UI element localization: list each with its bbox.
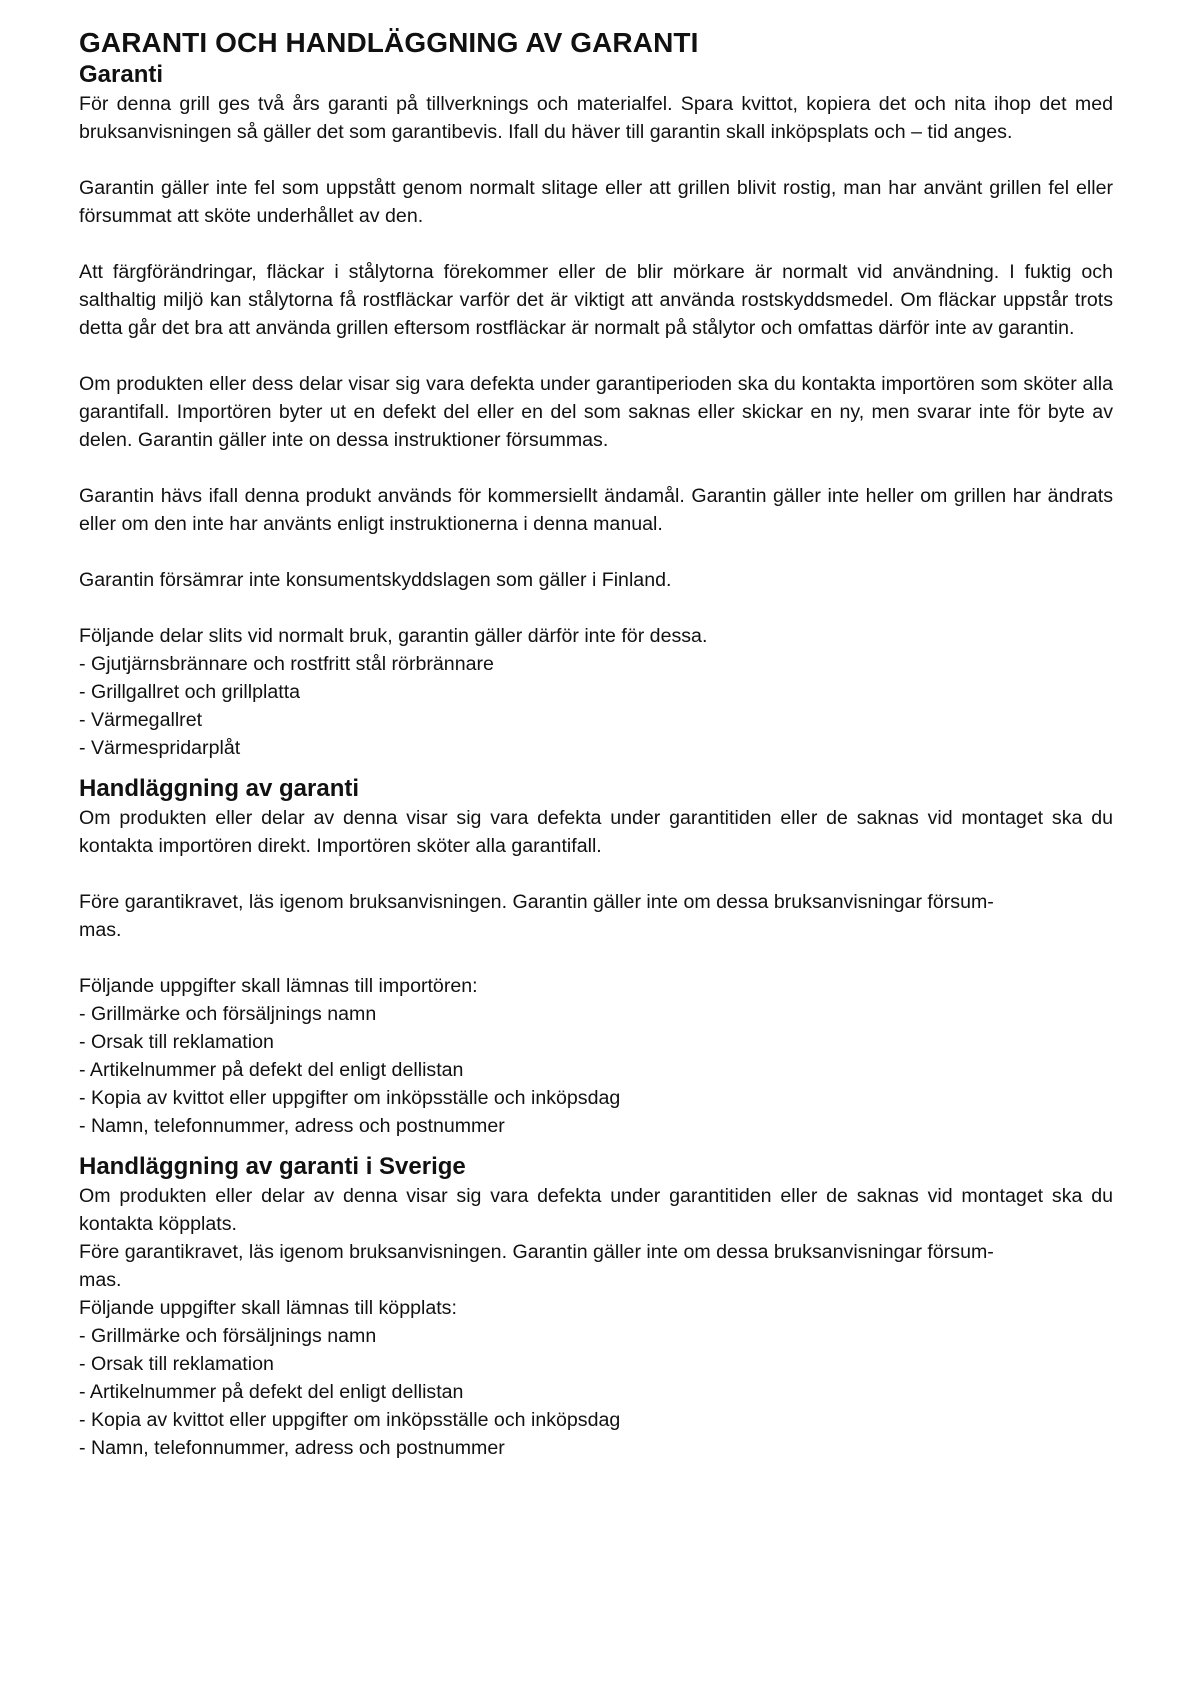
sverige-list <box>79 1322 1113 1462</box>
garanti-paragraph-2: Garantin gäller inte fel som uppstått genom normalt slitage eller att grillen blivit rostig, man har använt grillen fel eller försummat att sköte underhållet av den. <box>79 177 1113 227</box>
document-page <box>79 26 1113 1462</box>
list-item: - Grillmärke och försäljnings namn <box>79 1325 377 1347</box>
handlaggning-paragraph-2-line-1: Före garantikravet, läs igenom bruksanvisningen. Garantin gäller inte om dessa bruksanvisningar försum- <box>79 891 994 913</box>
list-item: - Artikelnummer på defekt del enligt dellistan <box>79 1059 464 1081</box>
garanti-paragraph-4: Om produkten eller dess delar visar sig vara defekta under garantiperioden ska du kontakta importören som sköter alla garantifall. Importören byter ut en defekt del eller en del som saknas eller skickar en ny, men svarar inte för byte av delen. Garantin gäller inte on dessa instruktioner försummas. <box>79 373 1113 451</box>
list-item: - Kopia av kvittot eller uppgifter om inköpsställe och inköpsdag <box>79 1087 621 1109</box>
sverige-paragraph-1: Om produkten eller delar av denna visar sig vara defekta under garantitiden eller de saknas vid montaget ska du kontakta köpplats. <box>79 1185 1113 1235</box>
list-item: - Orsak till reklamation <box>79 1353 274 1375</box>
section-heading-garanti: Garanti <box>79 61 164 88</box>
list-item: - Orsak till reklamation <box>79 1031 274 1053</box>
garanti-paragraph-3: Att färgförändringar, fläckar i stålytorna förekommer eller de blir mörkare är normalt vid användning. I fuktig och salthaltig miljö kan stålytorna få rostfläckar varför det är viktigt att använda rostskyddsmedel. Om fläckar uppstår trots detta går det bra att använda grillen eftersom rostfläckar är normalt på stålytor och omfattas därför inte av garantin. <box>79 261 1113 339</box>
list-item: - Artikelnummer på defekt del enligt dellistan <box>79 1381 464 1403</box>
list-item: - Grillgallret och grillplatta <box>79 681 301 703</box>
garanti-paragraph-1: För denna grill ges två års garanti på tillverknings och materialfel. Spara kvittot, kopiera det och nita ihop det med bruksanvisningen så gäller det som garantibevis. Ifall du häver till garantin skall inköpsplats och – tid anges. <box>79 93 1113 143</box>
wear-parts-intro: Följande delar slits vid normalt bruk, garantin gäller därför inte för dessa. <box>79 625 708 647</box>
section-sverige <box>79 1152 1113 1462</box>
section-garanti <box>79 60 1113 762</box>
handlaggning-paragraph-2-line-2: mas. <box>79 919 122 941</box>
wear-parts-list <box>79 650 1113 762</box>
handlaggning-list-intro: Följande uppgifter skall lämnas till importören: <box>79 975 478 997</box>
list-item: - Kopia av kvittot eller uppgifter om inköpsställe och inköpsdag <box>79 1409 621 1431</box>
sverige-list-intro: Följande uppgifter skall lämnas till köpplats: <box>79 1297 457 1319</box>
list-item: - Namn, telefonnummer, adress och postnummer <box>79 1115 505 1137</box>
garanti-paragraph-5: Garantin hävs ifall denna produkt används för kommersiellt ändamål. Garantin gäller inte heller om grillen har ändrats eller om den inte har använts enligt instruktionerna i denna manual. <box>79 485 1113 535</box>
section-heading-handlaggning: Handläggning av garanti <box>79 775 360 802</box>
list-item: - Grillmärke och försäljnings namn <box>79 1003 377 1025</box>
section-handlaggning <box>79 774 1113 1140</box>
handlaggning-paragraph-1: Om produkten eller delar av denna visar sig vara defekta under garantitiden eller de saknas vid montaget ska du kontakta importören direkt. Importören sköter alla garantifall. <box>79 807 1113 857</box>
sverige-paragraph-2-line-1: Före garantikravet, läs igenom bruksanvisningen. Garantin gäller inte om dessa bruksanvisningar försum- <box>79 1241 994 1263</box>
sverige-paragraph-2-line-2: mas. <box>79 1269 122 1291</box>
page-title: GARANTI OCH HANDLÄGGNING AV GARANTI <box>79 27 699 58</box>
list-item: - Värmespridarplåt <box>79 737 241 759</box>
list-item: - Namn, telefonnummer, adress och postnummer <box>79 1437 505 1459</box>
garanti-paragraph-6: Garantin försämrar inte konsumentskyddslagen som gäller i Finland. <box>79 569 672 591</box>
list-item: - Gjutjärnsbrännare och rostfritt stål rörbrännare <box>79 653 494 675</box>
handlaggning-list <box>79 1000 1113 1140</box>
list-item: - Värmegallret <box>79 709 203 731</box>
section-heading-sverige: Handläggning av garanti i Sverige <box>79 1153 466 1180</box>
